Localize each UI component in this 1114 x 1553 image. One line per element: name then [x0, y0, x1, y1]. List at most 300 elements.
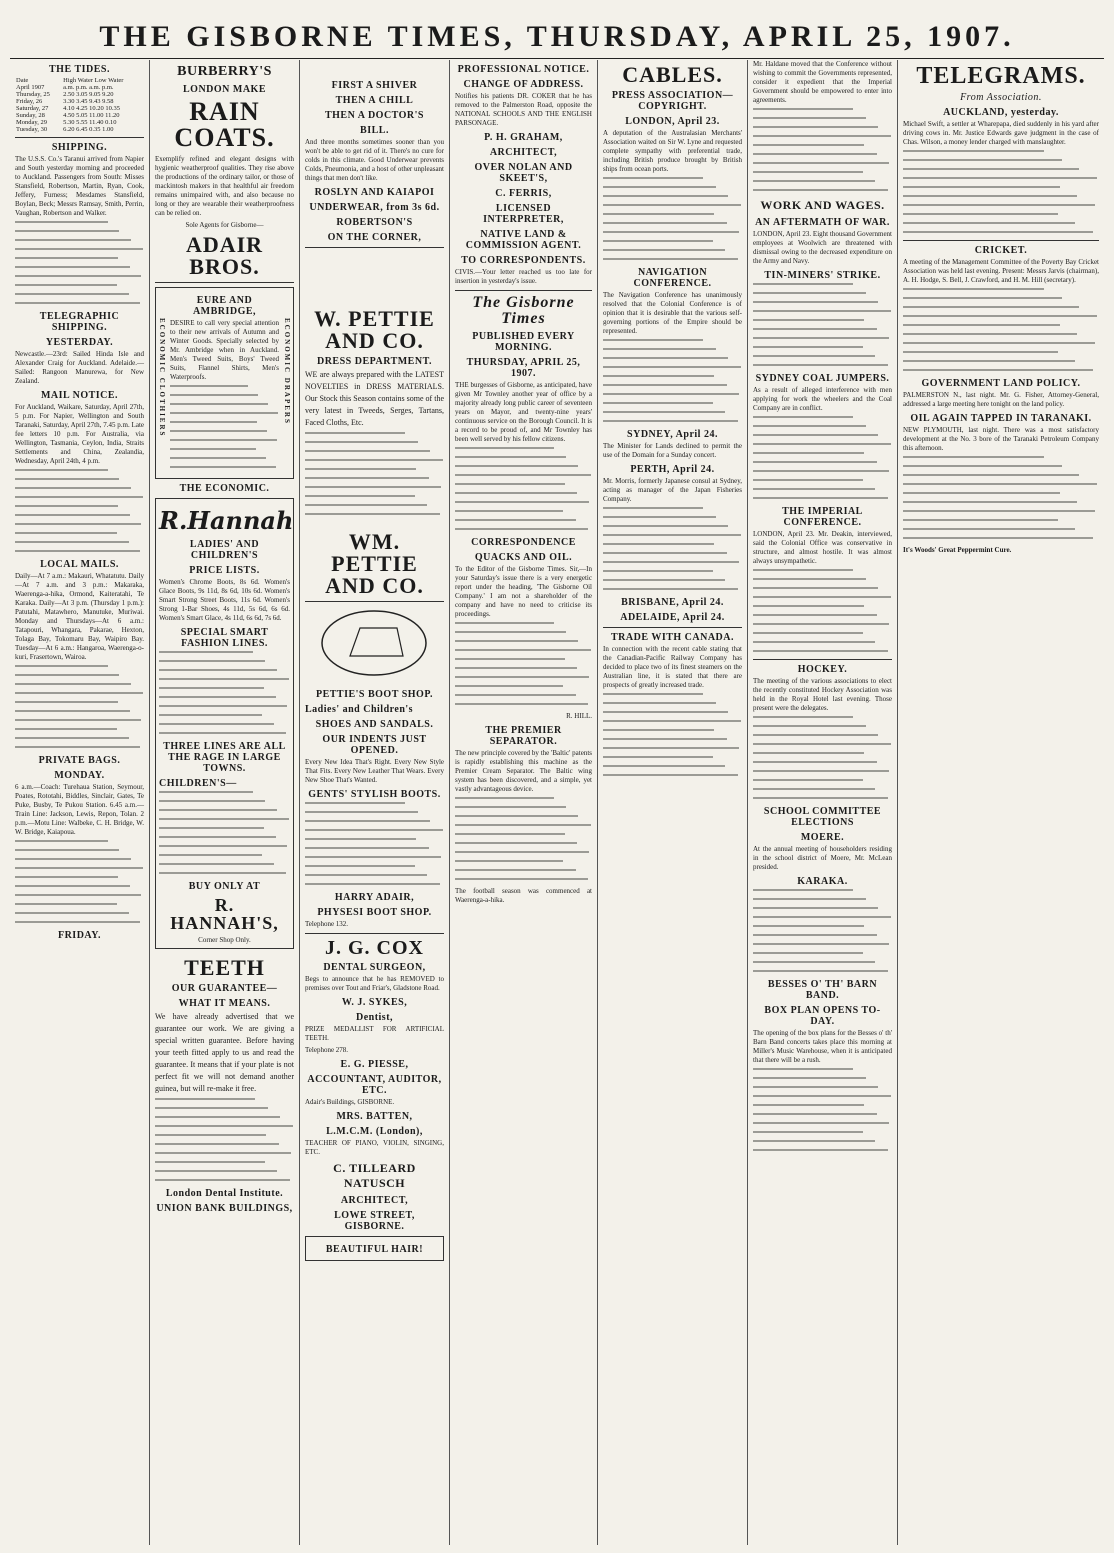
professional-notice: PROFESSIONAL NOTICE. — [457, 64, 590, 75]
text-line — [305, 838, 416, 840]
text-line — [753, 126, 878, 128]
tin-miners-heading: TIN-MINERS' STRIKE. — [764, 270, 881, 281]
text-line — [903, 231, 1093, 233]
batten-text: TEACHER OF PIANO, VIOLIN, SINGING, ETC. — [305, 1139, 444, 1156]
text-line — [903, 324, 1060, 326]
column-telegrams — [898, 60, 1104, 1545]
text-line — [159, 800, 265, 802]
text-lines — [903, 150, 1099, 233]
text-line — [159, 818, 289, 820]
divider — [753, 659, 892, 660]
text-line — [455, 694, 576, 696]
text-line — [15, 840, 108, 842]
text-line — [15, 505, 118, 507]
text-line — [15, 885, 130, 887]
piesse-sub: ACCOUNTANT, AUDITOR, ETC. — [307, 1074, 442, 1096]
text-line — [903, 474, 1079, 476]
text-line — [753, 117, 866, 119]
text-line — [159, 687, 264, 689]
text-line — [15, 230, 119, 232]
text-line — [159, 827, 264, 829]
text-line — [305, 865, 415, 867]
dental-institute: London Dental Institute. — [165, 1188, 284, 1199]
sykes-text: PRIZE MEDALLIST FOR ARTIFICIAL TEETH. — [305, 1025, 444, 1042]
text-line — [903, 369, 1093, 371]
text-line — [15, 710, 130, 712]
text-lines — [603, 339, 742, 422]
text-line — [155, 1107, 268, 1109]
text-line — [753, 497, 888, 499]
text-line — [753, 898, 866, 900]
text-lines — [753, 716, 892, 799]
text-line — [170, 385, 248, 387]
text-line — [15, 469, 108, 471]
text-line — [753, 650, 888, 652]
hannah-special: SPECIAL SMART FASHION LINES. — [180, 627, 269, 649]
text-line — [155, 1179, 290, 1181]
hair-heading: BEAUTIFUL HAIR! — [325, 1244, 424, 1255]
text-line — [753, 952, 863, 954]
tilleard-address: LOWE STREET, GISBORNE. — [334, 1210, 415, 1232]
graham-name: P. H. GRAHAM, — [484, 132, 563, 143]
text-line — [903, 333, 1077, 335]
text-line — [753, 569, 853, 571]
text-line — [15, 737, 129, 739]
correspondents-heading: TO CORRESPONDENTS. — [461, 255, 586, 266]
text-line — [170, 439, 277, 441]
text-line — [15, 876, 118, 878]
text-line — [903, 306, 1079, 308]
text-line — [159, 723, 274, 725]
school-elections-heading: SCHOOL COMMITTEE ELECTIONS — [763, 806, 882, 828]
columns — [10, 60, 1104, 1545]
text-line — [305, 874, 427, 876]
text-line — [305, 829, 443, 831]
telegraphic-subheading: YESTERDAY. — [45, 337, 114, 348]
jg-cox: J. G. COX — [325, 937, 424, 959]
tides-col-date: Date — [16, 77, 29, 84]
burberry-subtitle: LONDON MAKE — [183, 84, 266, 95]
govt-land-text: PALMERSTON N., last night. Mr. G. Fisher, Attorney-General, addressed a large meeting here tonight on the land policy. — [903, 391, 1099, 408]
chill-line-4: BILL. — [360, 125, 389, 136]
boot-shop-emblem-icon — [305, 606, 443, 680]
teeth-heading: TEETH — [184, 955, 265, 980]
text-line — [305, 820, 430, 822]
text-line — [159, 854, 262, 856]
leader-date: THURSDAY, APRIL 25, 1907. — [466, 357, 581, 379]
text-line — [455, 685, 563, 687]
text-lines — [903, 288, 1099, 371]
text-line — [455, 860, 563, 862]
besses-sub: BOX PLAN OPENS TO-DAY. — [764, 1005, 881, 1027]
text-line — [603, 213, 714, 215]
text-line — [753, 346, 863, 348]
text-line — [455, 631, 566, 633]
brisbane-dateline: BRISBANE, April 24. — [621, 597, 724, 608]
text-line — [753, 587, 878, 589]
karaka-heading: KARAKA. — [797, 876, 848, 887]
text-line — [455, 658, 565, 660]
coal-jumpers-heading: SYDNEY COAL JUMPERS. — [755, 373, 890, 384]
text-line — [455, 465, 578, 467]
text-line — [455, 851, 589, 853]
text-line — [159, 791, 253, 793]
text-line — [15, 496, 143, 498]
text-line — [159, 809, 277, 811]
text-line — [903, 465, 1062, 467]
text-line — [753, 925, 864, 927]
text-line — [305, 432, 405, 434]
hockey-heading: HOCKEY. — [797, 664, 848, 675]
text-line — [455, 842, 577, 844]
divider — [305, 601, 444, 602]
text-line — [15, 701, 118, 703]
text-line — [15, 532, 117, 534]
text-line — [753, 434, 878, 436]
text-line — [305, 513, 440, 515]
text-line — [15, 894, 141, 896]
text-line — [15, 248, 143, 250]
text-line — [753, 355, 875, 357]
text-lines — [753, 889, 892, 972]
text-line — [753, 1131, 863, 1133]
text-line — [603, 693, 703, 695]
pettie-dress-department: DRESS DEPARTMENT. — [316, 356, 432, 367]
chill-line-2: THEN A CHILL — [335, 95, 414, 106]
text-line — [159, 651, 253, 653]
text-line — [455, 806, 566, 808]
text-line — [159, 863, 274, 865]
correspondence-heading: CORRESPONDENCE — [471, 537, 576, 548]
text-lines — [753, 569, 892, 652]
text-line — [155, 1098, 255, 1100]
text-line — [455, 447, 554, 449]
text-line — [15, 550, 140, 552]
ferris-name: C. FERRIS, — [495, 188, 552, 199]
text-line — [753, 641, 875, 643]
text-line — [753, 1122, 889, 1124]
text-line — [305, 811, 418, 813]
premier-text: The new principle covered by the 'Baltic' patents is rapidly establishing this machine as the Premier Cream Separator. The Baltic wing system has been discovered, and a simple, yet vastly advantageous device. — [455, 749, 592, 793]
signoff: R. HILL. — [566, 712, 592, 720]
text-line — [155, 1152, 291, 1154]
text-line — [603, 729, 714, 731]
text-lines — [15, 840, 144, 923]
text-line — [753, 292, 866, 294]
text-line — [753, 452, 864, 454]
sydney-dateline: SYDNEY, April 24. — [627, 429, 718, 440]
quacks-text: To the Editor of the Gisborne Times. Sir,—In your Saturday's issue there is a very energetic report under the heading, 'The Gisborne Oil Company.' I am not a shareholder of the company and have no need to criticise its proceedings. — [455, 565, 592, 618]
text-line — [903, 483, 1097, 485]
text-line — [753, 189, 888, 191]
premier-separator-heading: THE PREMIER SEPARATOR. — [485, 725, 562, 747]
text-line — [15, 728, 117, 730]
change-of-address: CHANGE OF ADDRESS. — [463, 79, 584, 90]
text-line — [15, 302, 140, 304]
divider — [15, 137, 144, 138]
text-line — [603, 774, 738, 776]
text-line — [753, 578, 866, 580]
text-line — [753, 943, 889, 945]
text-line — [155, 1134, 266, 1136]
text-line — [159, 696, 276, 698]
text-line — [305, 468, 416, 470]
column-advertisements-a — [150, 60, 300, 1545]
teeth-text: We have already advertised that we guarantee our work. We are giving a special written guarantee. Before having your teeth fitted apply to us and read the guarantee. It means that if your plate is not perfect fit we will not demand another guinea, but will re-make it free. — [155, 1012, 294, 1093]
text-line — [903, 222, 1075, 224]
telephone-278: Telephone 278. — [305, 1046, 349, 1054]
tides-cell: Tuesday, 30 — [16, 126, 48, 133]
text-lines — [15, 665, 144, 748]
local-mails-text: Daily—At 7 a.m.: Makauri, Whatatutu. Daily—At 7 a.m. and 3 p.m.: Makaraka, Waerenga-a-hika, Ormond, Kaiteratahi, Te Karaka. Daily—At 3 p.m. (Thursday 1 p.m.): Patutahi, Matawhero, Manutuke, Muriwai. Monday and Thursdays—At 6 a.m.: Tatapouri, Whangara, Pakarae, Hexton, Tolaga Bay, Tokomaru Bay, Waipiro Bay. Tuesday—At 6 a.m.: Hangaroa, Waerenga-o-kuri, Frasertown, Wairoa. — [15, 572, 144, 661]
text-line — [305, 847, 429, 849]
text-line — [903, 519, 1058, 521]
text-line — [753, 488, 875, 490]
text-line — [305, 477, 429, 479]
dental-address: UNION BANK BUILDINGS, — [156, 1203, 293, 1214]
text-line — [603, 231, 739, 233]
tides-cell: a.m. p.m. a.m. p.m. — [63, 84, 114, 91]
text-line — [753, 623, 889, 625]
text-line — [159, 714, 262, 716]
burberry-rain-coats: RAIN COATS. — [174, 97, 275, 152]
text-line — [903, 195, 1077, 197]
text-line — [15, 912, 129, 914]
ferris-address: NATIVE LAND & COMMISSION AGENT. — [465, 229, 582, 251]
text-line — [603, 177, 703, 179]
hannah-price-lists: PRICE LISTS. — [189, 565, 260, 576]
text-line — [455, 824, 591, 826]
text-line — [903, 501, 1077, 503]
text-line — [753, 1104, 864, 1106]
text-line — [603, 348, 716, 350]
besses-heading: BESSES O' TH' BARN BAND. — [767, 979, 878, 1001]
text-lines — [603, 693, 742, 776]
text-line — [305, 504, 427, 506]
table-row — [15, 126, 144, 133]
indents-opened: OUR INDENTS JUST OPENED. — [322, 734, 427, 756]
text-line — [15, 746, 140, 748]
text-lines — [753, 416, 892, 499]
text-line — [903, 168, 1079, 170]
text-lines — [455, 797, 592, 880]
tides-cell: 2.50 3.05 9.05 9.20 — [63, 91, 114, 98]
text-line — [170, 394, 258, 396]
text-line — [753, 162, 889, 164]
navigation-heading: NAVIGATION CONFERENCE. — [633, 267, 712, 289]
text-line — [753, 1095, 891, 1097]
text-line — [603, 747, 739, 749]
text-line — [159, 872, 286, 874]
text-line — [603, 204, 741, 206]
ferris-sub: LICENSED INTERPRETER, — [483, 203, 564, 225]
telegrams-heading: TELEGRAMS. — [916, 63, 1086, 89]
tides-cell: 4.50 5.05 11.00 11.20 — [63, 112, 120, 119]
text-line — [903, 528, 1075, 530]
text-line — [753, 743, 891, 745]
text-line — [903, 186, 1060, 188]
robertsons: ROBERTSON'S — [336, 217, 413, 228]
published-every-morning: PUBLISHED EVERY MORNING. — [472, 331, 575, 353]
work-wages-text: LONDON, April 23. Eight thousand Government employees at Woolwich are threatened with dismissal owing to the decreased expenditure on the Army and Navy. — [753, 230, 892, 265]
text-line — [753, 725, 866, 727]
text-line — [753, 479, 863, 481]
football-text: The football season was commenced at Waerenga-a-hika. — [455, 887, 592, 904]
govt-land-heading: GOVERNMENT LAND POLICY. — [921, 378, 1081, 389]
text-line — [903, 204, 1095, 206]
text-lines — [170, 385, 279, 468]
cricket-text: A meeting of the Management Committee of the Poverty Bay Cricket Association was held last evening. Present: Messrs Jarvis (chairman), A. H. Hodge, S. Bell, J. Crawford, and H. M. Hill (secretary). — [903, 258, 1099, 284]
text-line — [603, 765, 725, 767]
column-tides-shipping — [10, 60, 150, 1545]
text-line — [305, 441, 418, 443]
text-line — [603, 420, 738, 422]
text-line — [170, 430, 267, 432]
text-line — [15, 719, 141, 721]
text-line — [753, 907, 878, 909]
text-line — [15, 849, 119, 851]
text-lines — [753, 283, 892, 366]
text-line — [170, 466, 276, 468]
adelaide-dateline: ADELAIDE, April 24. — [620, 612, 725, 623]
text-lines — [753, 1068, 892, 1151]
text-line — [753, 779, 863, 781]
text-line — [903, 177, 1097, 179]
piesse-text: Adair's Buildings, GISBORNE. — [305, 1098, 395, 1106]
hannah-buy-only: BUY ONLY AT — [188, 881, 261, 892]
oil-heading: OIL AGAIN TAPPED IN TARANAKI. — [910, 413, 1092, 424]
text-line — [155, 1170, 277, 1172]
text-line — [603, 393, 739, 395]
cables-london: LONDON, April 23. — [625, 116, 720, 127]
text-line — [15, 541, 129, 543]
tides-cell: Sunday, 28 — [16, 112, 45, 119]
divider — [305, 247, 444, 248]
work-wages-heading: WORK AND WAGES. — [760, 198, 885, 212]
text-line — [753, 416, 853, 418]
telegraphic-heading: TELEGRAPHIC SHIPPING. — [39, 311, 120, 333]
piesse-name: E. G. PIESSE, — [340, 1059, 409, 1070]
text-line — [455, 833, 565, 835]
text-line — [455, 510, 563, 512]
quacks-heading: QUACKS AND OIL. — [474, 552, 573, 563]
text-line — [15, 478, 119, 480]
text-line — [15, 284, 117, 286]
burberry-text: Exemplify refined and elegant designs with hygienic weatherproof qualities. They rise above the productions of the ordinary tailor, or those of mackintosh makers in that healthful air freedom remains unimpaired with, and also because no long or they are wearable their weatherproofness can be relied on. — [155, 155, 294, 217]
text-line — [753, 614, 877, 616]
shipping-heading: SHIPPING. — [51, 142, 108, 153]
trade-heading: TRADE WITH CANADA. — [611, 632, 734, 643]
text-line — [305, 802, 405, 804]
text-line — [15, 858, 131, 860]
text-line — [603, 543, 714, 545]
text-line — [455, 649, 591, 651]
chill-line-3: THEN A DOCTOR'S — [324, 110, 424, 121]
text-line — [753, 144, 864, 146]
roslyn-kaiapoi: ROSLYN AND KAIAPOI — [314, 187, 435, 198]
text-line — [903, 297, 1062, 299]
text-line — [753, 770, 889, 772]
eure-ambridge-ad — [155, 287, 294, 479]
column-cables — [598, 60, 748, 1545]
text-line — [603, 195, 728, 197]
text-line — [603, 525, 728, 527]
text-line — [753, 889, 853, 891]
text-line — [15, 257, 118, 259]
divider — [603, 627, 742, 628]
text-line — [603, 756, 713, 758]
text-lines — [155, 1098, 294, 1181]
text-line — [903, 150, 1044, 152]
text-line — [753, 108, 853, 110]
text-line — [155, 1125, 293, 1127]
text-line — [159, 660, 265, 662]
hannah-children: CHILDREN'S— — [159, 778, 237, 789]
text-line — [603, 579, 725, 581]
eure-text: DESIRE to call very special attention to their new arrivals of Autumn and Winter Goods. Specially selected by Mr. Ambridge when in Auckland. Men's Tweed Suits, Boys' Tweed Suits, Flannel Shirts, Men's Waterproofs. — [170, 319, 279, 381]
text-line — [753, 171, 863, 173]
text-line — [170, 421, 257, 423]
adair-bros: ADAIR BROS. — [185, 232, 264, 279]
text-line — [903, 159, 1062, 161]
text-line — [603, 249, 725, 251]
perth-dateline: PERTH, April 24. — [630, 464, 715, 475]
pettie-text: WE are always prepared with the LATEST NOVELTIES in DRESS MATERIALS. Our Stock this Season contains some of the very latest in Tweeds, Serges, Tartans, Faced Cloths, Etc. — [305, 370, 444, 427]
divider — [155, 282, 294, 283]
text-line — [305, 486, 441, 488]
text-line — [903, 213, 1058, 215]
text-line — [15, 221, 108, 223]
text-lines — [455, 447, 592, 530]
text-line — [753, 752, 864, 754]
text-line — [455, 483, 565, 485]
text-line — [170, 448, 256, 450]
text-line — [159, 705, 287, 707]
tides-cell: Monday, 29 — [16, 119, 47, 126]
tides-cell: April 1907 — [16, 84, 45, 91]
text-line — [753, 1149, 888, 1151]
indents-text: Every New Idea That's Right. Every New Style That Fits. Every New Leather That Wears. Every New Shoe That's Wanted. — [305, 758, 444, 784]
text-line — [155, 1161, 265, 1163]
hannah-text: Women's Chrome Boots, 8s 6d. Women's Glace Boots, 9s 11d, 8s 6d, 10s 6d. Women's Smart Strong Street Boots, 11s 6d. Women's Strong 1-Bar Shoes, 4s 11d, 5s 6d, 6s 6d. Women's Smart Glace, 4s 11d, 6s 6d, 7s 6d. — [159, 578, 290, 622]
hannah-ad — [155, 498, 294, 949]
text-line — [15, 239, 131, 241]
telegrams-text: Michael Swift, a settler at Wharepapa, died suddenly in his yard after driving cows in. Mr. Justice Edwards gave judgment in the case of Chas. Wilson, a money lender charged with manslaughter. — [903, 120, 1099, 146]
eure-vertical-left: ECONOMIC CLOTHIERS — [158, 318, 166, 438]
shipping-text: The U.S.S. Co.'s Taranui arrived from Napier and South yesterday morning and proceeded to Auckland. Passengers from South: Misses Stansfield, Robertson, Martin, Ryan, Cook, Jeffery, Furness; Mesdames Stansfield, Boylan, Beck; Messrs Ramsay, Smith, Perrin, Vaughan, Robertson and Walker. — [15, 155, 144, 217]
text-line — [159, 678, 289, 680]
local-mails-heading: LOCAL MAILS. — [40, 559, 119, 570]
tides-cell: 6.20 6.45 0.35 1.00 — [63, 126, 114, 133]
tides-cell: 4.10 4.25 10.20 10.35 — [63, 105, 121, 112]
table-row — [15, 119, 144, 126]
besses-text: The opening of the box plans for the Besses o' th' Barn Band concerts takes place this morning at Miller's Music Warehouse, when it is anticipated that there will be a rush. — [753, 1029, 892, 1064]
divider — [903, 240, 1099, 241]
text-line — [753, 734, 878, 736]
text-line — [455, 869, 576, 871]
auckland-dateline: AUCKLAND, yesterday. — [943, 107, 1059, 118]
ladies-children: Ladies' and Children's — [305, 704, 414, 715]
text-line — [15, 921, 140, 923]
text-line — [159, 836, 276, 838]
teeth-what-it-means: WHAT IT MEANS. — [178, 998, 271, 1009]
text-line — [603, 402, 713, 404]
text-line — [903, 492, 1060, 494]
sydney-text: The Minister for Lands declined to permit the use of the Domain for a Sunday concert. — [603, 442, 742, 459]
text-line — [15, 665, 108, 667]
masthead-title: THE GISBORNE TIMES, THURSDAY, APRIL 25, 1907. — [99, 20, 1015, 53]
text-line — [753, 364, 888, 366]
